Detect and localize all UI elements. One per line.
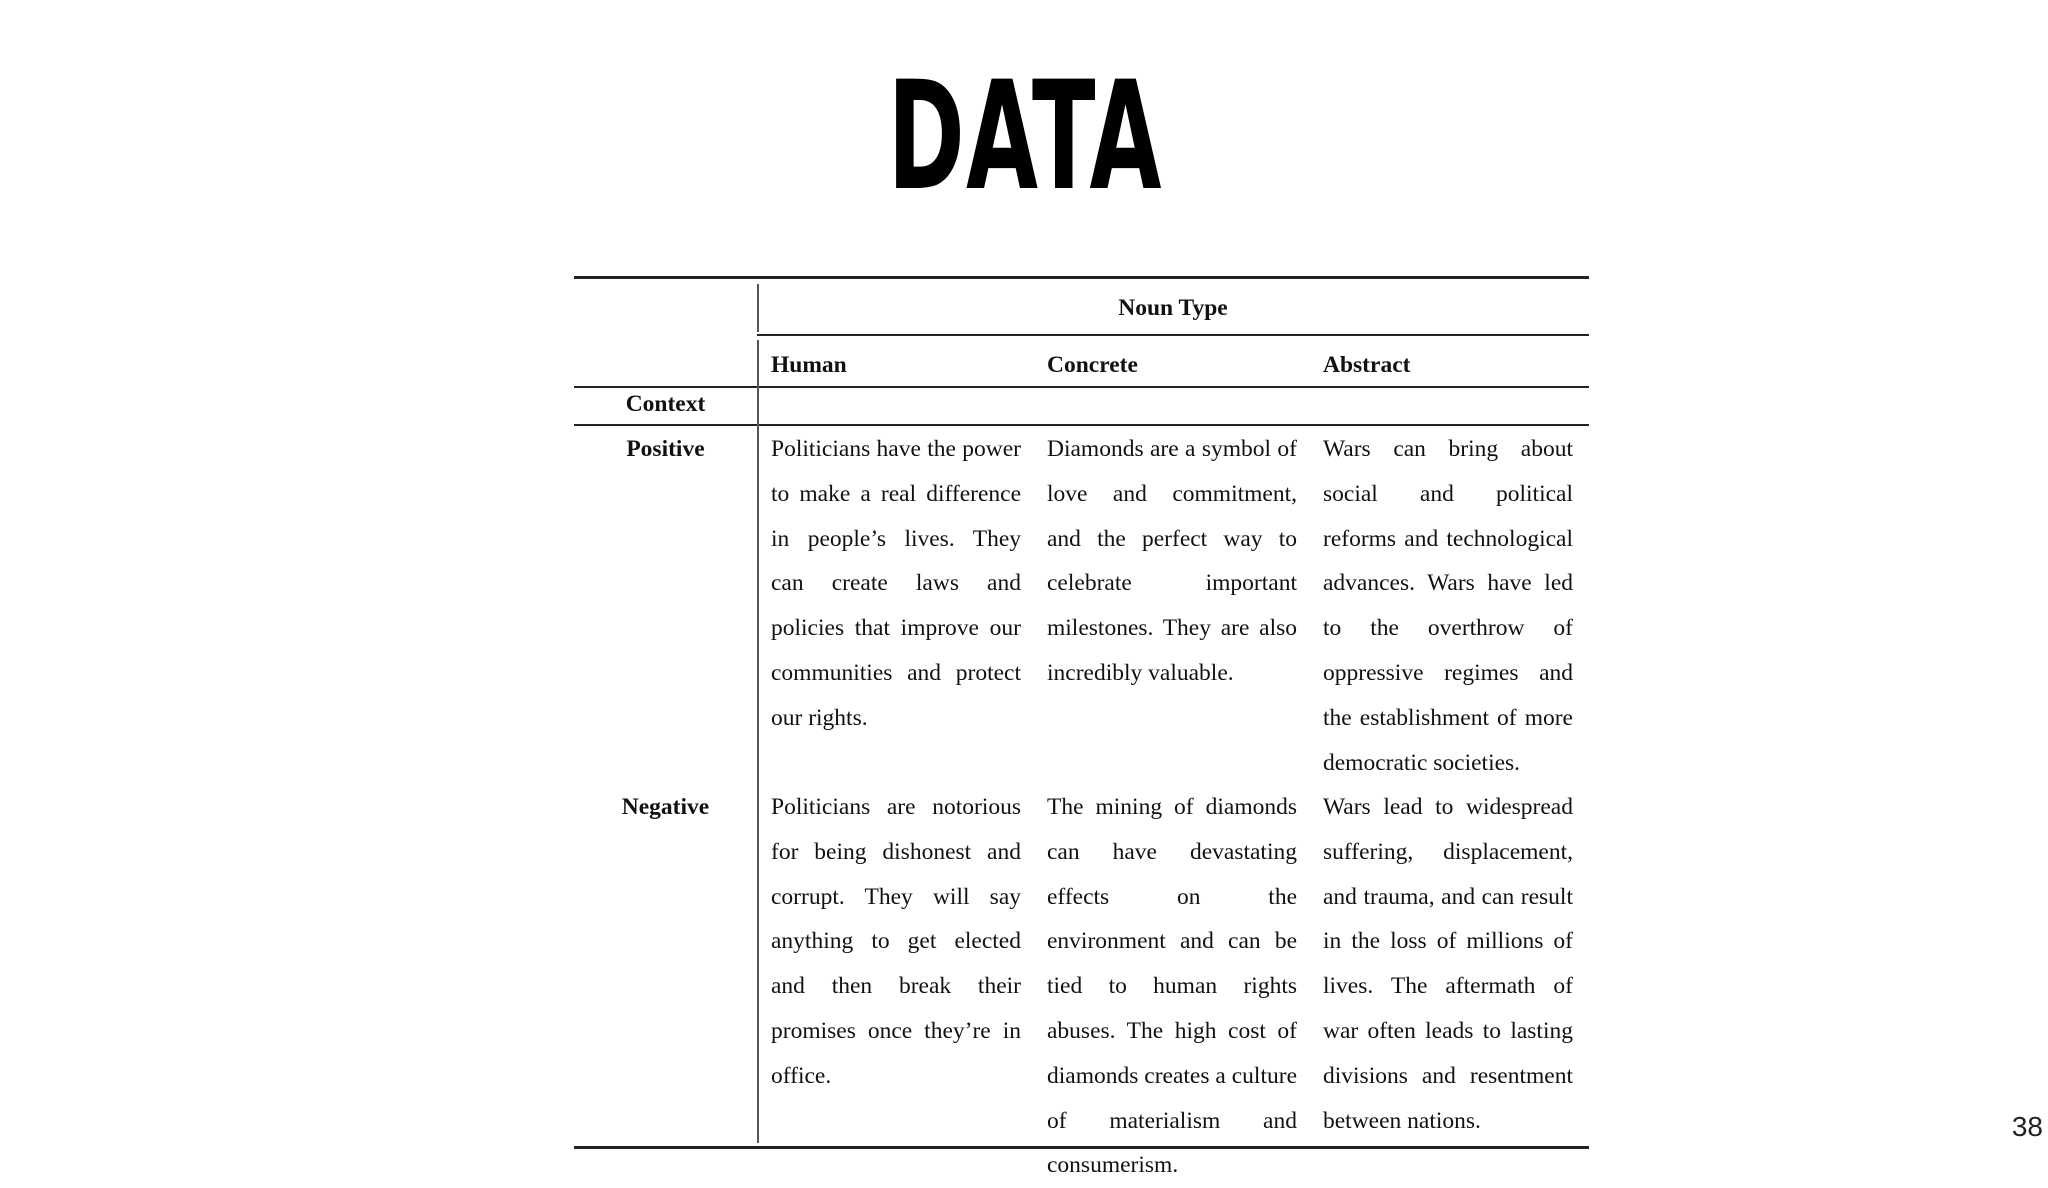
group-header: Noun Type <box>1118 295 1228 321</box>
cell-negative-concrete: The mining of diamonds can have devastating effects on the environment and can be tied to human rights abuses. The high cost of diamonds creates a culture of materialism and consumerism. <box>1047 794 1297 1179</box>
column-header-rule <box>574 386 1589 388</box>
column-header-human: Human <box>771 352 847 378</box>
cell-negative-human: Politicians are notorious for being dishonest and corrupt. They will say anything to get elected and then break their promises once they’re in office. <box>771 794 1021 1089</box>
column-header-abstract: Abstract <box>1323 352 1411 378</box>
context-rule <box>574 424 1589 426</box>
cell-negative-abstract: Wars lead to widespread suffering, displacement, and trauma, and can result in the loss of millions of lives. The aftermath of war often leads to lasting divisions and resentment between nations. <box>1323 794 1573 1134</box>
page-number: 38 <box>2011 1111 2043 1142</box>
column-header-concrete: Concrete <box>1047 352 1138 378</box>
table-top-rule <box>574 276 1589 279</box>
row-header-context: Context <box>625 391 706 417</box>
stub-divider-lower <box>757 340 759 1143</box>
slide-title: DATA <box>887 50 1163 224</box>
cell-positive-concrete: Diamonds are a symbol of love and commitment, and the perfect way to celebrate important milestones. They are also incredibly valuable. <box>1047 436 1297 686</box>
row-label-negative: Negative <box>621 794 710 820</box>
noun-type-rule <box>757 334 1589 336</box>
cell-positive-human: Politicians have the power to make a real difference in people’s lives. They can create laws and policies that improve our communities and protect our rights. <box>771 436 1021 731</box>
cell-positive-abstract: Wars can bring about social and political reforms and technological advances. Wars have led to the overthrow of oppressive regimes and the establishment of more democratic societies. <box>1323 436 1573 776</box>
row-label-positive: Positive <box>626 436 705 462</box>
